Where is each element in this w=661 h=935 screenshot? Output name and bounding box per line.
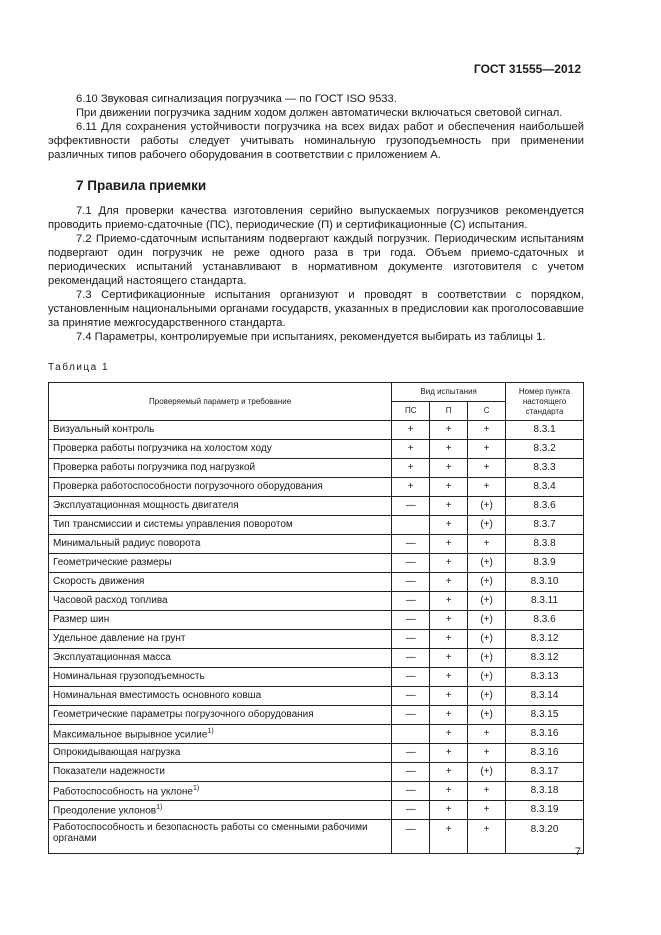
paragraph-6-10-cont: При движении погрузчика задним ходом должен автоматически включаться световой сигнал. xyxy=(76,107,563,119)
s-cell: (+) xyxy=(468,592,506,611)
ps-cell xyxy=(392,516,430,535)
s-cell: + xyxy=(468,440,506,459)
param-cell: Проверка работоспособности погрузочного оборудования xyxy=(49,478,392,497)
table-row xyxy=(49,706,584,725)
clause-cell: 8.3.2 xyxy=(506,440,584,459)
paragraph-7-1: 7.1 Для проверки качества изготовления серийно выпускаемых погрузчиков рекомендуется проводить приемо-сдаточные (ПС), периодические (П) и сертификационные (С) испытания. xyxy=(48,205,584,231)
p-cell: + xyxy=(430,478,468,497)
ps-cell: + xyxy=(392,459,430,478)
param-cell: Работоспособность и безопасность работы со сменными рабочими органами xyxy=(49,820,392,854)
s-cell: (+) xyxy=(468,763,506,782)
ps-cell: — xyxy=(392,573,430,592)
param-cell: Визуальный контроль xyxy=(49,421,392,440)
ps-cell: — xyxy=(392,592,430,611)
clause-cell: 8.3.12 xyxy=(506,630,584,649)
table-row xyxy=(49,630,584,649)
p-cell: + xyxy=(430,592,468,611)
section-title: 7 Правила приемки xyxy=(76,178,207,193)
p-cell: + xyxy=(430,535,468,554)
p-cell: + xyxy=(430,497,468,516)
table-row xyxy=(49,649,584,668)
ps-cell: + xyxy=(392,421,430,440)
clause-cell: 8.3.15 xyxy=(506,706,584,725)
footnote-marker: 1) xyxy=(207,728,214,736)
clause-cell: 8.3.19 xyxy=(506,801,584,820)
s-cell: (+) xyxy=(468,573,506,592)
table-body xyxy=(49,421,584,854)
clause-cell: 8.3.18 xyxy=(506,782,584,801)
param-cell: Проверка работы погрузчика под нагрузкой xyxy=(49,459,392,478)
table-row xyxy=(49,459,584,478)
p-cell: + xyxy=(430,706,468,725)
page-number: 7 xyxy=(574,846,581,858)
ps-cell: — xyxy=(392,668,430,687)
p-cell: + xyxy=(430,459,468,478)
ps-cell xyxy=(392,725,430,744)
clause-cell: 8.3.11 xyxy=(506,592,584,611)
test-type-header: Вид испытания xyxy=(392,383,506,402)
param-cell: Максимальное вырывное усилие$^{1)}$ xyxy=(49,725,392,744)
footnote-marker: 1) xyxy=(156,804,163,812)
clause-cell: 8.3.9 xyxy=(506,554,584,573)
table-row xyxy=(49,573,584,592)
p-cell: + xyxy=(430,611,468,630)
param-cell: Размер шин xyxy=(49,611,392,630)
param-cell: Опрокидывающая нагрузка xyxy=(49,744,392,763)
clause-cell: 8.3.13 xyxy=(506,668,584,687)
p-cell: + xyxy=(430,554,468,573)
s-cell: (+) xyxy=(468,630,506,649)
param-cell: Минимальный радиус поворота xyxy=(49,535,392,554)
s-cell: + xyxy=(468,801,506,820)
ps-cell: — xyxy=(392,763,430,782)
s-cell: + xyxy=(468,421,506,440)
s-cell: (+) xyxy=(468,687,506,706)
clause-cell: 8.3.14 xyxy=(506,687,584,706)
s-cell: + xyxy=(468,820,506,854)
param-cell: Работоспособность на уклоне$^{1)}$ xyxy=(49,782,392,801)
param-header: Проверяемый параметр и требование xyxy=(49,383,392,421)
param-cell: Номинальная грузоподъемность xyxy=(49,668,392,687)
param-cell: Скорость движения xyxy=(49,573,392,592)
p-cell: + xyxy=(430,801,468,820)
clause-cell: 8.3.3 xyxy=(506,459,584,478)
ps-cell: + xyxy=(392,478,430,497)
p-cell: + xyxy=(430,687,468,706)
param-cell: Эксплуатационная мощность двигателя xyxy=(49,497,392,516)
ps-cell: — xyxy=(392,649,430,668)
p-cell: + xyxy=(430,668,468,687)
p-cell: + xyxy=(430,649,468,668)
ps-cell: — xyxy=(392,782,430,801)
clause-cell: 8.3.17 xyxy=(506,763,584,782)
ps-cell: — xyxy=(392,820,430,854)
clause-cell: 8.3.16 xyxy=(506,725,584,744)
clause-header: Номер пункта настоящего стандарта xyxy=(506,383,584,421)
p-cell: + xyxy=(430,820,468,854)
p-header: П xyxy=(430,402,468,421)
p-cell: + xyxy=(430,573,468,592)
table-row xyxy=(49,668,584,687)
ps-cell: + xyxy=(392,440,430,459)
ps-cell: — xyxy=(392,535,430,554)
table-row xyxy=(49,516,584,535)
s-cell: + xyxy=(468,725,506,744)
s-cell: (+) xyxy=(468,706,506,725)
clause-cell: 8.3.20 xyxy=(506,820,584,854)
ps-cell: — xyxy=(392,706,430,725)
param-cell: Геометрические параметры погрузочного оборудования xyxy=(49,706,392,725)
s-cell: (+) xyxy=(468,668,506,687)
p-cell: + xyxy=(430,763,468,782)
page-body xyxy=(48,92,584,854)
ps-cell: — xyxy=(392,687,430,706)
clause-cell: 8.3.7 xyxy=(506,516,584,535)
table-row xyxy=(49,592,584,611)
p-cell: + xyxy=(430,440,468,459)
paragraph-7-4: 7.4 Параметры, контролируемые при испытаниях, рекомендуется выбирать из таблицы 1. xyxy=(76,331,546,343)
clause-cell: 8.3.10 xyxy=(506,573,584,592)
table-row xyxy=(49,554,584,573)
param-cell: Геометрические размеры xyxy=(49,554,392,573)
s-cell: (+) xyxy=(468,649,506,668)
table-row xyxy=(49,535,584,554)
table-row xyxy=(49,440,584,459)
footnote-marker: 1) xyxy=(192,785,200,793)
paragraph-7-2: 7.2 Приемо-сдаточным испытаниям подвергают каждый погрузчик. Периодическим испытаниям подвергают один погрузчик не реже одного раза в три года. Объем приемо-сдаточных и периодических испытаний устанавливают в нормативном документе изготовителя с учетом рекомендаций настоящего стандарта. xyxy=(48,233,584,287)
clause-cell: 8.3.8 xyxy=(506,535,584,554)
clause-cell: 8.3.6 xyxy=(506,497,584,516)
paragraph-7-3: 7.3 Сертификационные испытания организуют и проводят в соответствии с порядком, установленным национальными органами государств, указанных в предисловии как проголосовавшие за принятие межгосударственного стандарта. xyxy=(48,289,584,329)
paragraph-6-11: 6.11 Для сохранения устойчивости погрузчика на всех видах работ и обеспечения наибольшей эффективности работы следует учитывать номинальную грузоподъемность при применении различных типов рабочего оборудования в соответствии с приложением А. xyxy=(48,121,584,161)
ps-cell: — xyxy=(392,744,430,763)
s-cell: (+) xyxy=(468,554,506,573)
param-cell: Преодоление уклонов$^{1)}$ xyxy=(49,801,392,820)
table-row xyxy=(49,421,584,440)
clause-cell: 8.3.16 xyxy=(506,744,584,763)
s-cell: + xyxy=(468,459,506,478)
ps-cell: — xyxy=(392,630,430,649)
ps-cell: — xyxy=(392,801,430,820)
param-cell: Удельное давление на грунт xyxy=(49,630,392,649)
ps-cell: — xyxy=(392,497,430,516)
s-cell: (+) xyxy=(468,611,506,630)
paragraph-6-10: 6.10 Звуковая сигнализация погрузчика — по ГОСТ ISO 9533. xyxy=(76,93,397,105)
p-cell: + xyxy=(430,725,468,744)
s-header: С xyxy=(468,402,506,421)
ps-cell: — xyxy=(392,611,430,630)
table-row xyxy=(49,687,584,706)
table-row xyxy=(49,820,584,854)
p-cell: + xyxy=(430,744,468,763)
param-cell: Тип трансмиссии и системы управления поворотом xyxy=(49,516,392,535)
table-caption: Таблица 1 xyxy=(48,362,110,373)
table-row xyxy=(49,478,584,497)
clause-cell: 8.3.6 xyxy=(506,611,584,630)
clause-cell: 8.3.4 xyxy=(506,478,584,497)
param-cell: Проверка работы погрузчика на холостом ходу xyxy=(49,440,392,459)
document-header: ГОСТ 31555—2012 xyxy=(473,62,581,76)
s-cell: (+) xyxy=(468,516,506,535)
param-cell: Эксплуатационная масса xyxy=(49,649,392,668)
table-row xyxy=(49,497,584,516)
p-cell: + xyxy=(430,782,468,801)
table-row xyxy=(49,801,584,820)
p-cell: + xyxy=(430,516,468,535)
table-row xyxy=(49,744,584,763)
clause-cell: 8.3.12 xyxy=(506,649,584,668)
s-cell: + xyxy=(468,535,506,554)
p-cell: + xyxy=(430,421,468,440)
ps-header: ПС xyxy=(392,402,430,421)
table-row xyxy=(49,725,584,744)
table-row xyxy=(49,611,584,630)
s-cell: + xyxy=(468,744,506,763)
clause-cell: 8.3.1 xyxy=(506,421,584,440)
s-cell: (+) xyxy=(468,497,506,516)
p-cell: + xyxy=(430,630,468,649)
requirements-table xyxy=(48,382,584,854)
param-cell: Показатели надежности xyxy=(49,763,392,782)
ps-cell: — xyxy=(392,554,430,573)
table-row xyxy=(49,782,584,801)
s-cell: + xyxy=(468,478,506,497)
table-row xyxy=(49,763,584,782)
param-cell: Часовой расход топлива xyxy=(49,592,392,611)
s-cell: + xyxy=(468,782,506,801)
param-cell: Номинальная вместимость основного ковша xyxy=(49,687,392,706)
